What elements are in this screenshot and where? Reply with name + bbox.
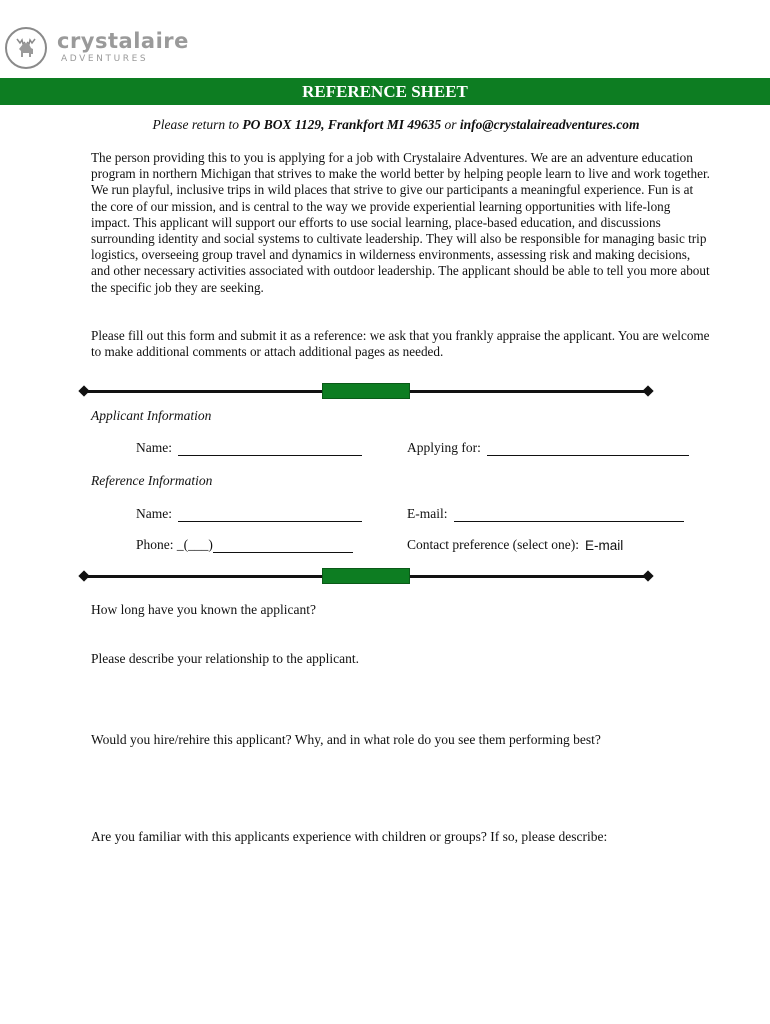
applicant-name-label: Name:	[136, 440, 172, 455]
return-middle: or	[444, 117, 457, 132]
applying-for-input[interactable]	[487, 441, 689, 456]
reference-phone-field[interactable]	[136, 537, 353, 553]
question-experience: Are you familiar with this applicants experience with children or groups? If so, please describe:	[91, 829, 608, 844]
return-instructions	[0, 117, 770, 133]
reference-name-field[interactable]	[136, 506, 362, 522]
reference-heading: Reference Information	[91, 473, 213, 488]
logo-name: crystalaire	[57, 29, 189, 53]
question-relationship: Please describe your relationship to the applicant.	[91, 651, 360, 666]
reference-phone-label: Phone: _(___)	[136, 537, 213, 552]
moose-icon	[5, 27, 47, 69]
contact-preference-select[interactable]: E-mail	[585, 538, 624, 553]
section-divider	[80, 383, 652, 401]
return-prefix: Please return to	[152, 117, 239, 132]
company-logo	[5, 27, 189, 73]
question-known-duration: How long have you known the applicant?	[91, 602, 316, 617]
page-title: REFERENCE SHEET	[0, 78, 770, 105]
applying-for-field[interactable]	[407, 440, 689, 456]
contact-preference-field[interactable]	[407, 537, 623, 553]
reference-phone-input[interactable]	[213, 538, 353, 553]
reference-email-label: E-mail:	[407, 506, 448, 521]
applicant-name-field[interactable]	[136, 440, 362, 456]
contact-preference-label: Contact preference (select one):	[407, 537, 580, 552]
reference-name-input[interactable]	[178, 507, 362, 522]
applicant-name-input[interactable]	[178, 441, 362, 456]
question-hire: Would you hire/rehire this applicant? Why, and in what role do you see them performing best?	[91, 732, 601, 747]
return-email: info@crystalaireadventures.com	[459, 117, 640, 132]
section-divider	[80, 568, 652, 586]
instructions-paragraph: Please fill out this form and submit it as a reference: we ask that you frankly appraise the applicant. You are welcome to make additional comments or attach additional pages as needed.	[91, 328, 710, 360]
reference-email-field[interactable]	[407, 506, 684, 522]
intro-paragraph: The person providing this to you is applying for a job with Crystalaire Adventures. We are an adventure education program in northern Michigan that strives to make the world better by helping people learn to live and work together. We run playful, inclusive trips in wild places that strive to give our participants a meaningful experience. Fun is at the core of our mission, and is central to the way we provide experiential learning opportunities with life-long impact. This applicant will support our efforts to use social learning, place-based education, and discussions surrounding identity and social systems to cultivate leadership. They will also be responsible for managing basic trip logistics, overseeing group travel and dynamics in wilderness environments, assessing risk and making decisions, and other necessary activities associated with outdoor leadership. The applicant should be able to tell you more about the specific job they are seeking.	[91, 150, 710, 295]
logo-subtitle: ADVENTURES	[61, 54, 149, 64]
reference-email-input[interactable]	[454, 507, 684, 522]
reference-name-label: Name:	[136, 506, 172, 521]
return-address: PO BOX 1129, Frankfort MI 49635	[242, 117, 442, 132]
applicant-heading: Applicant Information	[91, 408, 212, 423]
applying-for-label: Applying for:	[407, 440, 481, 455]
